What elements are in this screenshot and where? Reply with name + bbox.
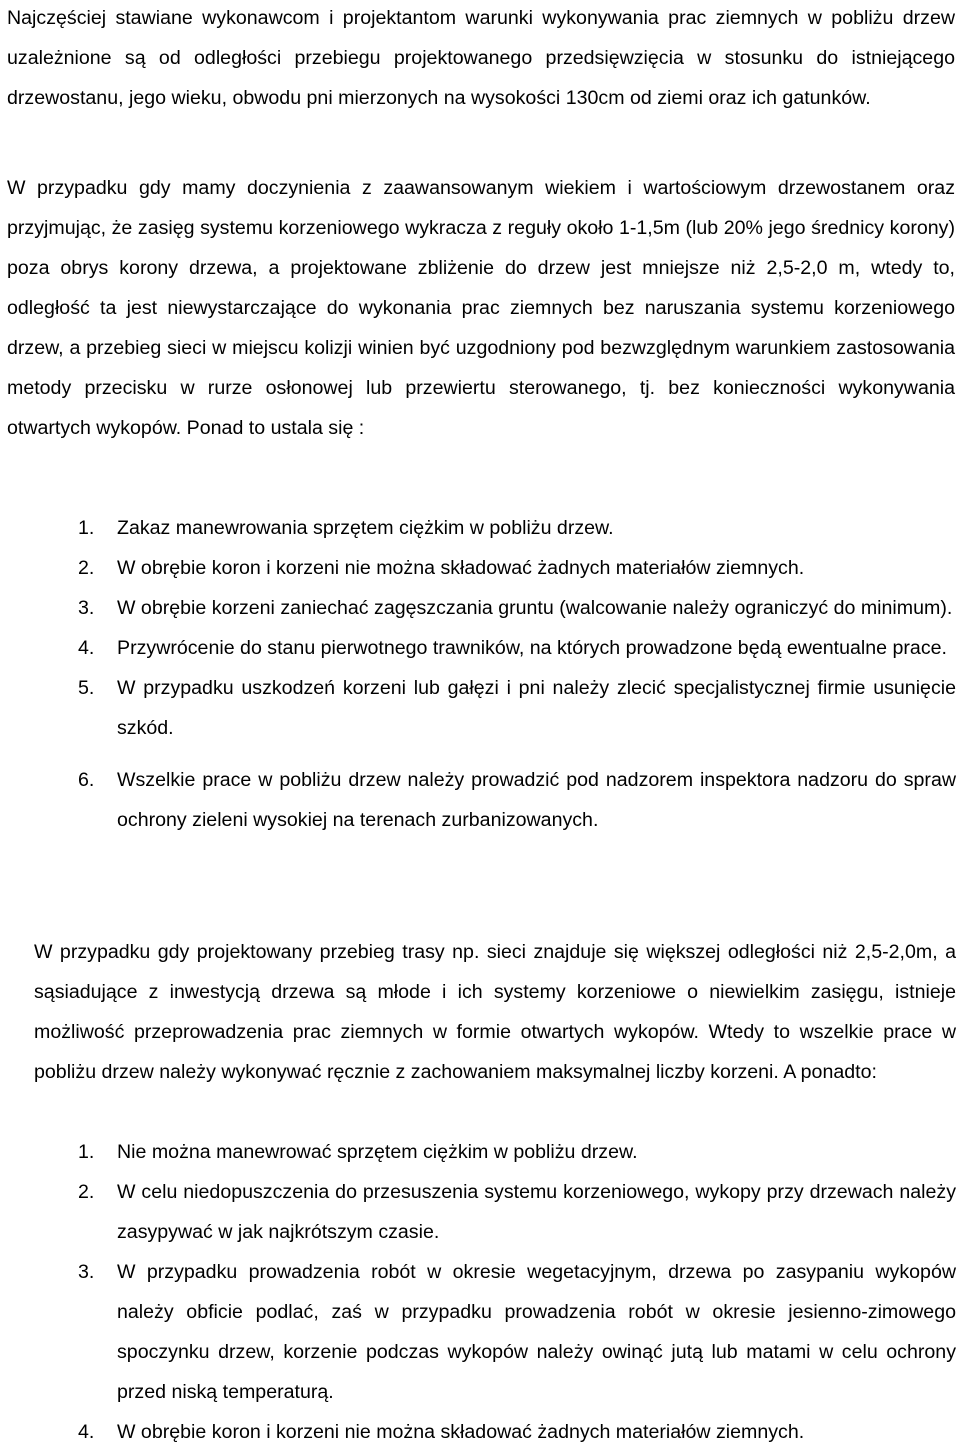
list-item-number: 3. — [78, 1261, 95, 1283]
list-item — [78, 508, 956, 548]
list-item-text: Nie można manewrować sprzętem ciężkim w pobliżu drzew. — [117, 1141, 638, 1163]
list-item — [78, 1172, 956, 1252]
list-item-text: W przypadku uszkodzeń korzeni lub gałęzi i pni należy zlecić specjalistycznej firmie usunięcie szkód. — [117, 677, 956, 739]
list-item-number: 1. — [78, 517, 95, 539]
list-item — [78, 1252, 956, 1412]
list-item — [78, 1132, 956, 1172]
list-item-number: 2. — [78, 1181, 95, 1203]
list-item — [78, 760, 956, 840]
list-item-number: 2. — [78, 557, 95, 579]
list-item-text: W celu niedopuszczenia do przesuszenia systemu korzeniowego, wykopy przy drzewach należy zasypywać w jak najkrótszym czasie. — [117, 1181, 956, 1243]
additional-rules-list — [78, 1132, 956, 1452]
list-item-text: Zakaz manewrowania sprzętem ciężkim w pobliżu drzew. — [117, 517, 614, 539]
list-item-text: W obrębie korzeni zaniechać zagęszczania gruntu (walcowanie należy ograniczyć do minimum). — [117, 597, 953, 619]
list-item — [78, 588, 956, 628]
list-item — [78, 548, 956, 588]
list-item — [78, 1412, 956, 1452]
open-trench-paragraph: W przypadku gdy projektowany przebieg trasy np. sieci znajduje się większej odległości niż 2,5-2,0m, a sąsiadujące z inwestycją drzewa są młode i ich systemy korzeniowe o niewielkim zasięgu, istnieje możliwość przeprowadzenia prac ziemnych w formie otwartych wykopów. Wtedy to wszelkie prace w pobliżu drzew należy wykonywać ręcznie z zachowaniem maksymalnej liczby korzeni. A ponadto: — [34, 941, 956, 1083]
list-item-number: 4. — [78, 1421, 95, 1443]
list-item-number: 5. — [78, 677, 95, 699]
list-item-text: Wszelkie prace w pobliżu drzew należy prowadzić pod nadzorem inspektora nadzoru do spraw ochrony zieleni wysokiej na terenach zurbanizowanych. — [117, 769, 956, 831]
list-item-number: 1. — [78, 1141, 95, 1163]
restrictions-list — [78, 508, 956, 840]
list-item-number: 3. — [78, 597, 95, 619]
list-item-text: W przypadku prowadzenia robót w okresie wegetacyjnym, drzewa po zasypaniu wykopów należy obficie podlać, zaś w przypadku prowadzenia robót w okresie jesienno-zimowego spoczynku drzew, korzenie podczas wykopów należy owinąć jutą lub matami w celu ochrony przed niską temperaturą. — [117, 1261, 956, 1403]
list-item-text: Przywrócenie do stanu pierwotnego trawników, na których prowadzone będą ewentualne prace. — [117, 637, 947, 659]
list-item-text: W obrębie koron i korzeni nie można składować żadnych materiałów ziemnych. — [117, 557, 805, 579]
intro-paragraph: Najczęściej stawiane wykonawcom i projektantom warunki wykonywania prac ziemnych w pobliżu drzew uzależnione są od odległości przebiegu projektowanego przedsięwzięcia w stosunku do istniejącego drzewostanu, jego wieku, obwodu pni mierzonych na wysokości 130cm od ziemi oraz ich gatunków. — [7, 7, 955, 109]
list-item-text: W obrębie koron i korzeni nie można składować żadnych materiałów ziemnych. — [117, 1421, 805, 1443]
list-item — [78, 668, 956, 748]
conditions-paragraph: W przypadku gdy mamy doczynienia z zaawansowanym wiekiem i wartościowym drzewostanem oraz przyjmując, że zasięg systemu korzeniowego wykracza z reguły około 1-1,5m (lub 20% jego średnicy korony) poza obrys korony drzewa, a projektowane zbliżenie do drzew jest mniejsze niż 2,5-2,0 m, wtedy to, odległość ta jest niewystarczające do wykonania prac ziemnych bez naruszania systemu korzeniowego drzew, a przebieg sieci w miejscu kolizji winien być uzgodniony pod bezwzględnym warunkiem zastosowania metody przecisku w rurze osłonowej lub przewiertu sterowanego, tj. bez konieczności wykonywania otwartych wykopów. Ponad to ustala się : — [7, 177, 955, 439]
list-item-number: 4. — [78, 637, 95, 659]
list-item-number: 6. — [78, 769, 95, 791]
list-item — [78, 628, 956, 668]
